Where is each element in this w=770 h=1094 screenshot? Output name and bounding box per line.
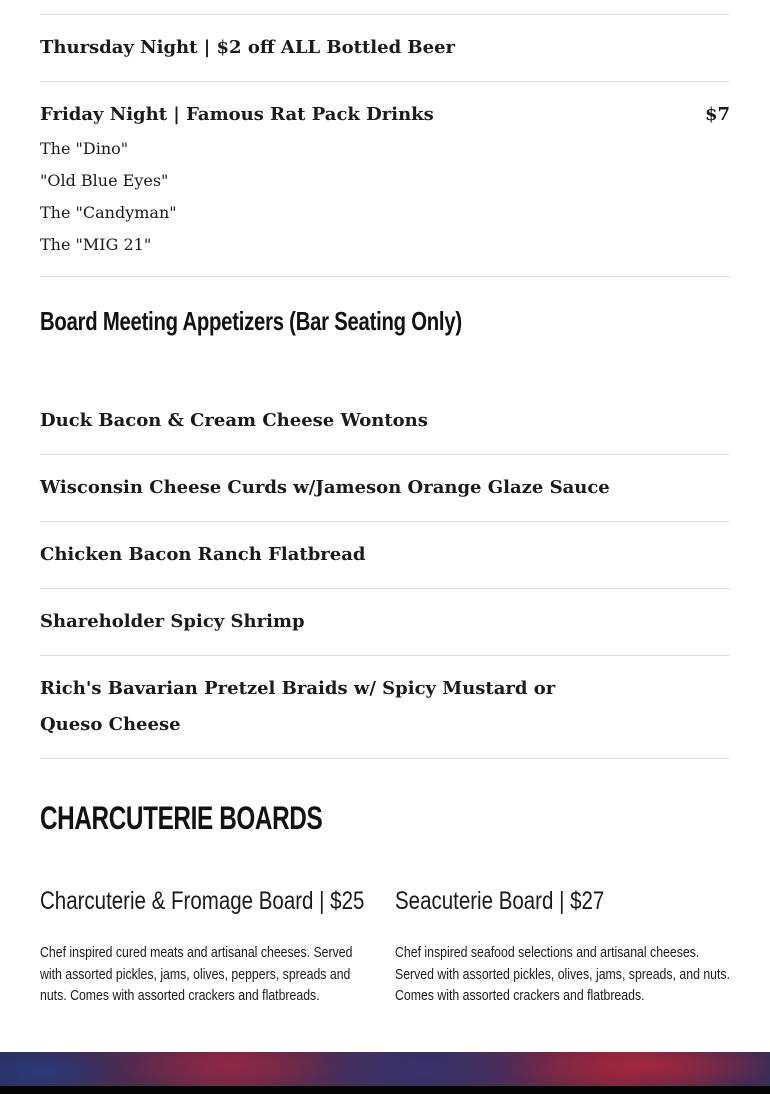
footer-banner xyxy=(0,1052,770,1086)
divider xyxy=(40,14,730,15)
charcuterie-board-card xyxy=(40,886,380,1007)
appetizer-item: Wisconsin Cheese Curds w/Jameson Orange Glaze Sauce xyxy=(40,477,610,498)
divider xyxy=(40,81,730,82)
footer-bar xyxy=(0,1086,770,1094)
drink-item: The "MIG 21" xyxy=(40,235,152,254)
divider xyxy=(40,655,730,656)
drink-item: The "Dino" xyxy=(40,139,129,158)
drink-item: "Old Blue Eyes" xyxy=(40,171,169,190)
divider xyxy=(40,758,730,759)
divider xyxy=(40,276,730,277)
divider xyxy=(40,521,730,522)
appetizers-heading: Board Meeting Appetizers (Bar Seating Only) xyxy=(40,306,462,336)
divider xyxy=(40,454,730,455)
friday-special-title: Friday Night | Famous Rat Pack Drinks xyxy=(40,104,434,125)
board-title: Charcuterie & Fromage Board | $25 xyxy=(40,887,365,915)
drink-item: The "Candyman" xyxy=(40,203,177,222)
appetizer-item: Chicken Bacon Ranch Flatbread xyxy=(40,544,366,565)
appetizer-item: Shareholder Spicy Shrimp xyxy=(40,611,305,632)
thursday-special-title: Thursday Night | $2 off ALL Bottled Beer xyxy=(40,37,456,58)
appetizer-item: Rich's Bavarian Pretzel Braids w/ Spicy Mustard or Queso Cheese xyxy=(40,678,556,735)
appetizer-item: Duck Bacon & Cream Cheese Wontons xyxy=(40,410,428,431)
board-description: Chef inspired seafood selections and artisanal cheeses. Served with assorted pickles, olives, jams, spreads, and nuts. Comes with assorted crackers and flatbreads. xyxy=(395,944,730,1004)
charcuterie-heading: CHARCUTERIE BOARDS xyxy=(40,800,323,836)
friday-special-price: $7 xyxy=(704,104,730,125)
seacuterie-board-card xyxy=(395,886,730,1007)
board-title: Seacuterie Board | $27 xyxy=(395,887,605,915)
divider xyxy=(40,588,730,589)
board-description: Chef inspired cured meats and artisanal cheeses. Served with assorted pickles, jams, olives, peppers, spreads and nuts. Comes with assorted crackers and flatbreads. xyxy=(40,944,353,1004)
